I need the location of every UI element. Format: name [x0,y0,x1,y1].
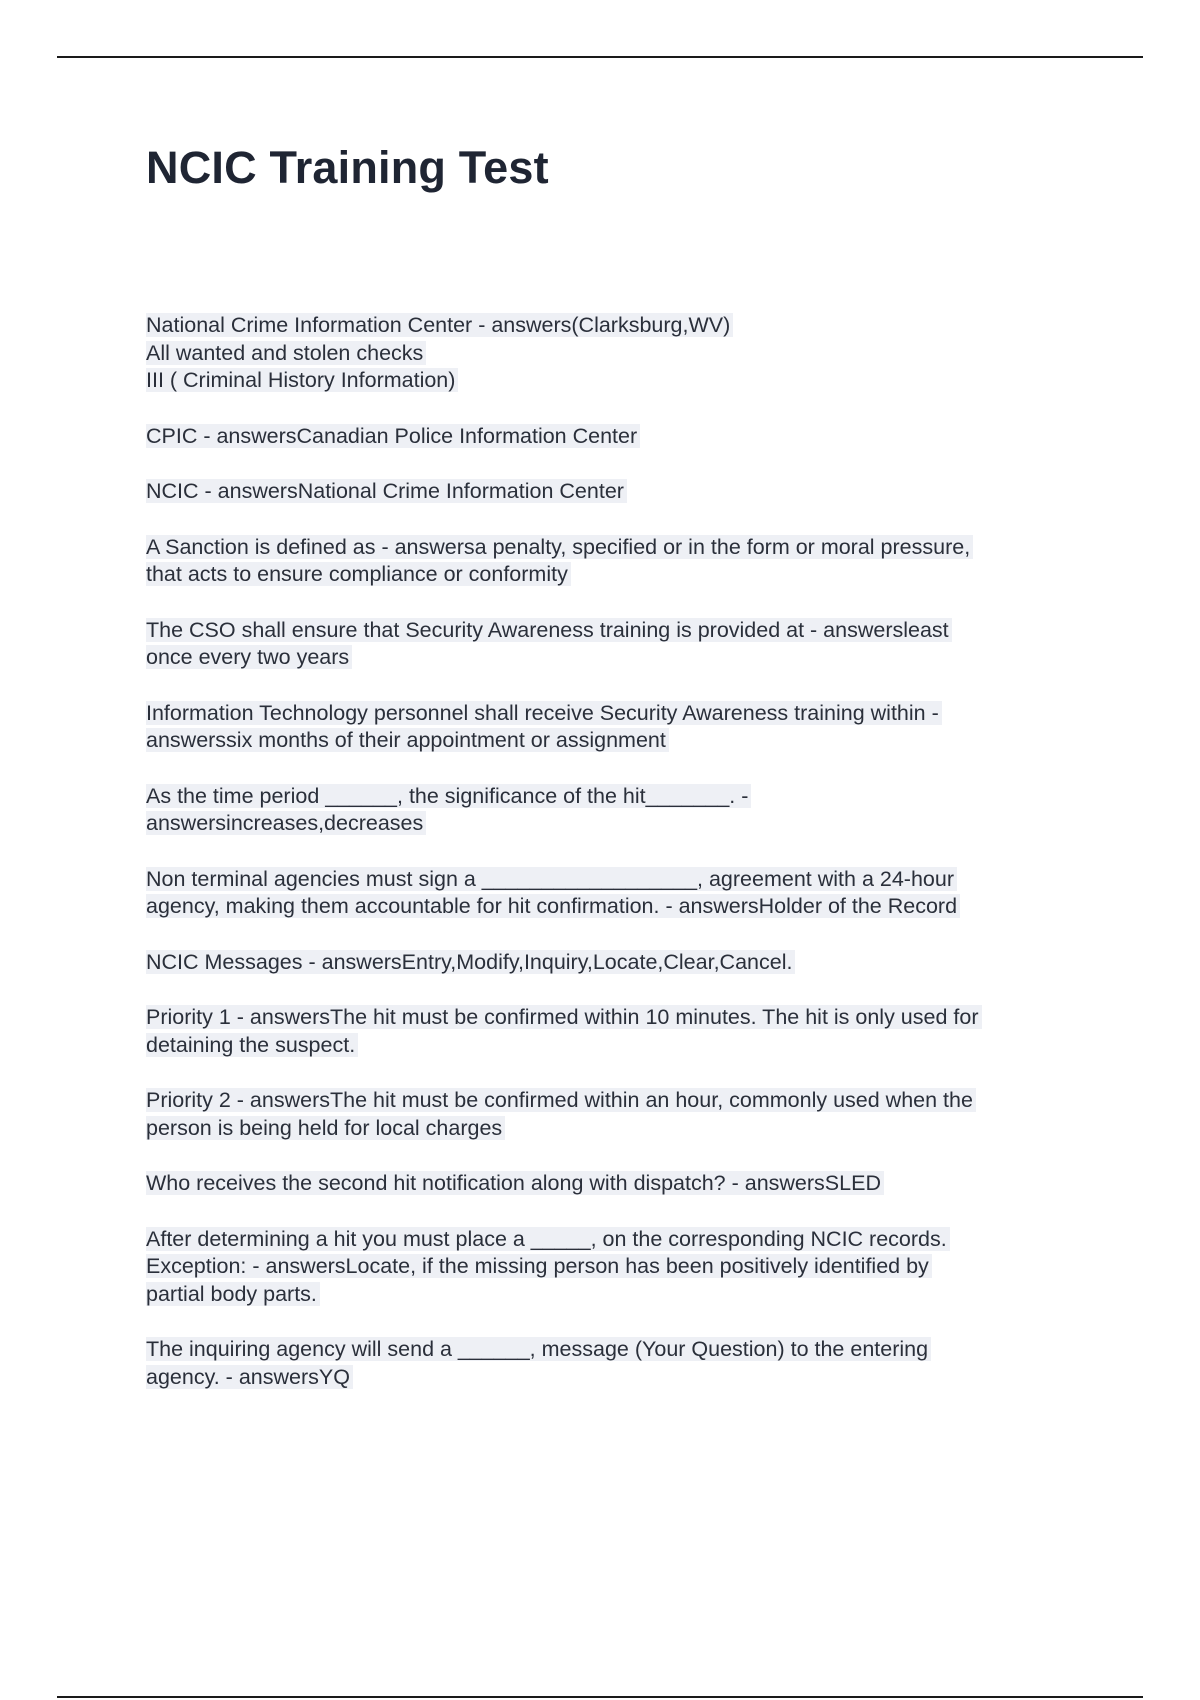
qa-line-text: answerssix months of their appointment or assignment [146,728,669,752]
bottom-divider [57,1696,1143,1698]
qa-line [146,340,1086,368]
qa-entry [146,866,1086,921]
qa-entry [146,617,1086,672]
qa-line-text: National Crime Information Center - answers(Clarksburg,WV) [146,313,733,337]
qa-line [146,534,1086,562]
qa-line-text: person is being held for local charges [146,1116,505,1140]
qa-line-text: The inquiring agency will send a ______, message (Your Question) to the entering [146,1337,931,1361]
qa-line [146,1253,1086,1281]
qa-line [146,644,1086,672]
qa-line [146,1004,1086,1032]
qa-line [146,1032,1086,1060]
qa-line [146,478,1086,506]
qa-line [146,561,1086,589]
qa-line-text: All wanted and stolen checks [146,341,426,365]
qa-entry [146,423,1086,451]
qa-line [146,617,1086,645]
qa-line-text: Information Technology personnel shall receive Security Awareness training within - [146,701,942,725]
qa-line [146,312,1086,340]
qa-line-text: NCIC Messages - answersEntry,Modify,Inquiry,Locate,Clear,Cancel. [146,950,795,974]
qa-line [146,423,1086,451]
qa-entry [146,1170,1086,1198]
qa-line [146,700,1086,728]
qa-line [146,727,1086,755]
qa-line-text: agency, making them accountable for hit confirmation. - answersHolder of the Record [146,894,960,918]
qa-line-text: NCIC - answersNational Crime Information Center [146,479,627,503]
qa-line-text: After determining a hit you must place a _____, on the corresponding NCIC records. [146,1227,950,1251]
qa-entry [146,1087,1086,1142]
qa-line-text: The CSO shall ensure that Security Awareness training is provided at - answersleast [146,618,952,642]
qa-entry [146,1226,1086,1309]
qa-line-text: As the time period ______, the significance of the hit_______. - [146,784,751,808]
qa-line [146,1115,1086,1143]
qa-entry [146,478,1086,506]
qa-line [146,1087,1086,1115]
qa-entry [146,949,1086,977]
qa-line-text: answersincreases,decreases [146,811,426,835]
qa-line-text: A Sanction is defined as - answersa penalty, specified or in the form or moral pressure, [146,535,973,559]
qa-entry [146,700,1086,755]
qa-line-text: Who receives the second hit notification along with dispatch? - answersSLED [146,1171,884,1195]
top-divider [57,56,1143,58]
qa-line-text: once every two years [146,645,352,669]
qa-line [146,1336,1086,1364]
qa-line-text: CPIC - answersCanadian Police Information Center [146,424,640,448]
qa-entry [146,534,1086,589]
qa-line [146,1281,1086,1309]
qa-entry [146,1004,1086,1059]
qa-line [146,1364,1086,1392]
qa-line [146,949,1086,977]
qa-line-text: III ( Criminal History Information) [146,368,458,392]
qa-line-text: partial body parts. [146,1282,320,1306]
qa-line [146,866,1086,894]
qa-line-text: detaining the suspect. [146,1033,358,1057]
qa-entry [146,312,1086,395]
qa-line [146,1226,1086,1254]
page-title: NCIC Training Test [146,142,549,193]
qa-line [146,893,1086,921]
qa-line [146,810,1086,838]
qa-line-text: agency. - answersYQ [146,1365,353,1389]
qa-line [146,367,1086,395]
qa-entry [146,1336,1086,1391]
qa-line-text: Priority 2 - answersThe hit must be confirmed within an hour, commonly used when the [146,1088,976,1112]
qa-line [146,1170,1086,1198]
qa-line [146,783,1086,811]
qa-list [146,312,1086,1419]
qa-line-text: Exception: - answersLocate, if the missing person has been positively identified by [146,1254,932,1278]
qa-entry [146,783,1086,838]
qa-line-text: that acts to ensure compliance or conformity [146,562,571,586]
qa-line-text: Non terminal agencies must sign a __________________, agreement with a 24-hour [146,867,957,891]
qa-line-text: Priority 1 - answersThe hit must be confirmed within 10 minutes. The hit is only used for [146,1005,982,1029]
